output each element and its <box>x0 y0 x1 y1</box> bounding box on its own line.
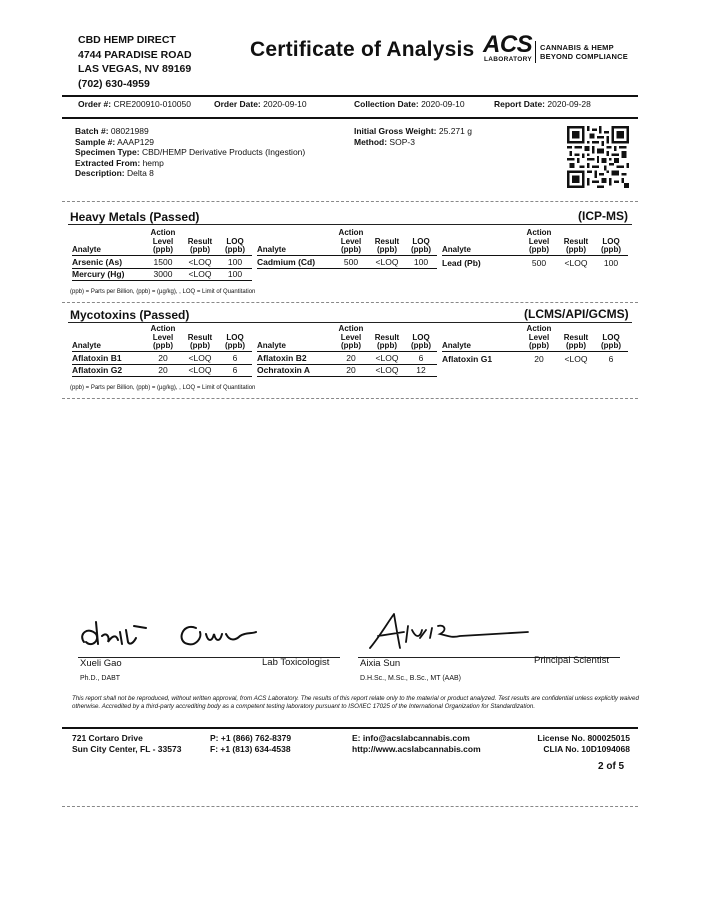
report-date-label: Report Date: <box>494 99 546 109</box>
heavy-metals-table-3 <box>442 227 628 268</box>
result-header-1: Result <box>374 236 400 246</box>
loq-header-2: (ppb) <box>411 341 431 350</box>
loq-value: 6 <box>418 353 424 364</box>
mycotoxins-table-3 <box>442 324 628 364</box>
weight-label: Initial Gross Weight: <box>354 126 437 136</box>
order-date <box>214 99 307 109</box>
loq-value: 100 <box>227 269 243 280</box>
action-header-2: Level <box>152 332 174 342</box>
logo-tagline-1: CANNABIS & HEMP <box>540 43 614 52</box>
action-header-3: (ppb) <box>341 341 361 350</box>
heavy-metals-table-2 <box>257 227 437 269</box>
result-header-2: (ppb) <box>566 245 586 254</box>
sample-line <box>75 137 305 148</box>
mycotoxins-title-rule <box>68 322 632 323</box>
analyte-name: Aflatoxin B2 <box>257 353 307 364</box>
lab-licenses <box>520 733 630 755</box>
loq-header-1: LOQ <box>412 332 430 342</box>
analyte-name: Aflatoxin G2 <box>72 365 123 376</box>
method-value: SOP-3 <box>389 136 415 147</box>
collection-date-value: 2020-09-10 <box>421 99 465 109</box>
loq-header-2: (ppb) <box>225 245 245 254</box>
signatory-right-title: Principal Scientist <box>534 655 609 666</box>
heavy-metals-title-rule <box>68 224 632 225</box>
action-header-3: (ppb) <box>529 245 549 254</box>
loq-value: 100 <box>227 257 243 268</box>
loq-value: 100 <box>413 257 429 268</box>
mycotoxins-title: Mycotoxins (Passed) <box>70 308 190 322</box>
document-title: Certificate of Analysis <box>250 38 475 61</box>
signature-aixia-sun <box>360 608 540 656</box>
loq-value: 100 <box>603 257 619 268</box>
signatory-right-name: Aixia Sun <box>360 658 401 669</box>
loq-value: 6 <box>232 365 238 376</box>
action-header-3: (ppb) <box>341 245 361 254</box>
loq-header-1: LOQ <box>412 236 430 246</box>
lab-fax: F: +1 (813) 634-4538 <box>210 744 291 754</box>
analyte-name: Aflatoxin B1 <box>72 353 122 364</box>
logo-divider <box>535 41 536 63</box>
logo-tagline <box>540 43 628 61</box>
report-date-value: 2020-09-28 <box>547 99 591 109</box>
report-date <box>494 99 591 109</box>
action-header-1: Action <box>150 324 176 333</box>
meta-rule <box>62 117 638 119</box>
table-row <box>257 257 437 268</box>
action-header-2: Level <box>340 236 362 246</box>
client-city: LAS VEGAS, NV 89169 <box>78 63 192 75</box>
lab-website-link[interactable]: http://www.acslabcannabis.com <box>352 744 481 754</box>
table-row <box>257 353 437 364</box>
page-number: 2 of 5 <box>598 761 625 772</box>
client-name: CBD HEMP DIRECT <box>78 34 176 46</box>
action-level: 20 <box>346 365 356 376</box>
analyte-name: Aflatoxin G1 <box>442 353 493 364</box>
loq-header <box>405 324 437 351</box>
action-level-header <box>144 227 182 255</box>
action-level: 20 <box>158 353 168 364</box>
description-line <box>75 168 305 179</box>
lab-phone: P: +1 (866) 762-8379 <box>210 733 292 743</box>
loq-header <box>218 227 252 255</box>
table-row <box>72 257 252 268</box>
result-header-2: (ppb) <box>190 245 210 254</box>
heavy-metals-method: (ICP-MS) <box>578 209 628 223</box>
method-line <box>354 137 472 148</box>
collection-date <box>354 99 465 109</box>
sample-info <box>75 126 305 179</box>
action-header-1: Action <box>526 324 552 333</box>
result-header <box>182 227 218 255</box>
info-rule <box>62 201 638 202</box>
heavy-metals-title: Heavy Metals (Passed) <box>70 210 200 224</box>
result-header <box>369 324 405 351</box>
specimen-value: CBD/HEMP Derivative Products (Ingestion) <box>141 147 306 157</box>
result-header <box>369 227 405 255</box>
analyte-header: Analyte <box>257 341 286 350</box>
action-level-header <box>333 324 369 351</box>
lab-contact <box>352 733 481 755</box>
loq-header-1: LOQ <box>226 332 244 342</box>
action-level-header <box>333 227 369 255</box>
action-header-2: Level <box>152 236 174 246</box>
table-row <box>442 353 628 364</box>
result-header <box>558 324 594 351</box>
action-header-1: Action <box>150 228 176 237</box>
weight-line <box>354 126 472 137</box>
analyte-header: Analyte <box>72 245 101 254</box>
result-header-2: (ppb) <box>190 341 210 350</box>
result-value: <LOQ <box>188 269 212 280</box>
table-row <box>257 365 437 376</box>
sample-label: Sample #: <box>75 136 116 147</box>
action-header-1: Action <box>338 324 364 333</box>
result-value: <LOQ <box>564 257 588 268</box>
result-value: <LOQ <box>375 257 399 268</box>
acs-logo <box>483 31 643 67</box>
action-header-2: Level <box>340 332 362 342</box>
lab-phones <box>210 733 291 755</box>
result-header-1: Result <box>563 332 589 342</box>
loq-header-2: (ppb) <box>601 341 621 350</box>
specimen-label: Specimen Type: <box>75 147 140 157</box>
header-rule <box>62 95 638 97</box>
action-level: 20 <box>346 353 356 364</box>
signatory-left-title: Lab Toxicologist <box>262 657 330 668</box>
batch-value: 08021989 <box>110 126 149 136</box>
result-header-2: (ppb) <box>377 245 397 254</box>
lab-address-line-2: Sun City Center, FL - 33573 <box>72 744 182 754</box>
specimen-line <box>75 147 305 158</box>
mycotoxins-end-rule <box>62 398 638 399</box>
heavy-metals-footnote: (ppb) = Parts per Billion, (ppb) = (µg/kg), , LOQ = Limit of Quantitation <box>70 289 256 295</box>
signature-xueli-gao <box>76 612 266 658</box>
action-header-2: Level <box>528 332 550 342</box>
lab-address-line-1: 721 Cortaro Drive <box>72 733 143 743</box>
analyte-name: Lead (Pb) <box>442 257 481 268</box>
table-row <box>72 353 252 364</box>
analyte-header: Analyte <box>442 245 471 254</box>
mycotoxins-table-2 <box>257 324 437 377</box>
result-value: <LOQ <box>375 365 399 376</box>
action-header-3: (ppb) <box>153 341 173 350</box>
table-row <box>72 365 252 376</box>
result-header-1: Result <box>187 332 213 342</box>
client-address <box>78 33 192 91</box>
weight-value: 25.271 g <box>438 126 472 136</box>
result-value: <LOQ <box>188 365 212 376</box>
loq-header-2: (ppb) <box>225 341 245 350</box>
qr-code-icon[interactable] <box>567 126 629 188</box>
signatory-left-name: Xueli Gao <box>80 658 122 669</box>
mycotoxins-method: (LCMS/API/GCMS) <box>524 307 629 321</box>
action-level: 1500 <box>153 257 173 268</box>
description-value: Delta 8 <box>126 168 154 178</box>
action-level: 20 <box>534 353 544 364</box>
action-level-header <box>144 324 182 351</box>
batch-label: Batch #: <box>75 126 109 136</box>
order-number-value: CRE200910-010050 <box>113 99 191 109</box>
logo-tagline-2: BEYOND COMPLIANCE <box>540 52 628 61</box>
action-level: 3000 <box>153 269 173 280</box>
action-header-3: (ppb) <box>153 245 173 254</box>
signatory-right-credentials: D.H.Sc., M.Sc., B.Sc., MT (AAB) <box>360 675 461 682</box>
batch-line <box>75 126 305 137</box>
mycotoxins-table-1 <box>72 324 252 377</box>
extracted-value: hemp <box>142 157 164 168</box>
analyte-name: Cadmium (Cd) <box>257 257 316 268</box>
loq-header-1: LOQ <box>226 236 244 246</box>
action-header-1: Action <box>338 228 364 237</box>
action-level: 20 <box>158 365 168 376</box>
result-value: <LOQ <box>375 353 399 364</box>
extracted-label: Extracted From: <box>75 157 141 168</box>
loq-header-2: (ppb) <box>601 245 621 254</box>
analyte-header: Analyte <box>442 341 471 350</box>
loq-header-1: LOQ <box>602 236 620 246</box>
disclaimer: This report shall not be reproduced, without written approval, from ACS Laboratory. The results of this report relate only to the material or product analyzed. Test results are confidential unless explicitly waived otherwise. Accredited by a third-party accrediting body as a competent testing laboratory pursuant to ISO/IEC 17025 of the International Organization for Standardization. <box>72 695 639 710</box>
action-header-3: (ppb) <box>529 341 549 350</box>
loq-value: 6 <box>232 353 238 364</box>
result-value: <LOQ <box>188 257 212 268</box>
clia-number: CLIA No. 10D1094068 <box>543 744 630 754</box>
loq-header-2: (ppb) <box>411 245 431 254</box>
result-value: <LOQ <box>188 353 212 364</box>
result-value: <LOQ <box>564 353 588 364</box>
loq-header <box>594 227 628 255</box>
license-number: License No. 800025015 <box>537 733 630 743</box>
loq-header <box>594 324 628 351</box>
result-header-2: (ppb) <box>566 341 586 350</box>
action-header-2: Level <box>528 236 550 246</box>
analyte-header: Analyte <box>72 341 101 350</box>
mycotoxins-footnote: (ppb) = Parts per Billion, (ppb) = (µg/kg), , LOQ = Limit of Quantitation <box>70 385 256 391</box>
client-phone: (702) 630-4959 <box>78 77 150 90</box>
description-label: Description: <box>75 168 125 178</box>
action-level-header <box>520 227 558 255</box>
order-date-value: 2020-09-10 <box>263 99 307 109</box>
signatory-left-credentials: Ph.D., DABT <box>80 675 121 682</box>
loq-header <box>218 324 252 351</box>
client-street: 4744 PARADISE ROAD <box>78 48 192 61</box>
heavy-metals-end-rule <box>62 302 638 303</box>
loq-value: 12 <box>416 365 426 376</box>
result-header-2: (ppb) <box>377 341 397 350</box>
extracted-line <box>75 158 305 169</box>
order-number <box>78 99 191 109</box>
logo-sub: LABORATORY <box>484 56 533 63</box>
loq-header <box>405 227 437 255</box>
lab-email-link[interactable]: E: info@acslabcannabis.com <box>352 733 470 743</box>
page-bottom-rule <box>62 806 638 807</box>
table-row <box>442 257 628 268</box>
logo-brand: ACS <box>483 31 533 58</box>
method-label: Method: <box>354 136 388 147</box>
loq-header-1: LOQ <box>602 332 620 342</box>
analyte-name: Mercury (Hg) <box>72 269 125 280</box>
result-header-1: Result <box>187 236 213 246</box>
result-header-1: Result <box>374 332 400 342</box>
order-date-label: Order Date: <box>214 99 261 109</box>
action-header-1: Action <box>526 228 552 237</box>
action-level: 500 <box>531 257 547 268</box>
sample-info-right <box>354 126 472 147</box>
order-number-label: Order #: <box>78 99 112 109</box>
lab-address <box>72 733 181 755</box>
action-level-header <box>520 324 558 351</box>
result-header <box>182 324 218 351</box>
action-level: 500 <box>343 257 359 268</box>
loq-value: 6 <box>608 353 614 364</box>
collection-date-label: Collection Date: <box>354 99 419 109</box>
analyte-header: Analyte <box>257 245 286 254</box>
result-header-1: Result <box>563 236 589 246</box>
analyte-name: Ochratoxin A <box>257 365 311 376</box>
heavy-metals-table-1 <box>72 227 252 281</box>
footer-rule <box>62 727 638 729</box>
analyte-name: Arsenic (As) <box>72 257 123 268</box>
result-header <box>558 227 594 255</box>
sample-value: AAAP129 <box>117 136 154 147</box>
table-row <box>72 269 252 280</box>
